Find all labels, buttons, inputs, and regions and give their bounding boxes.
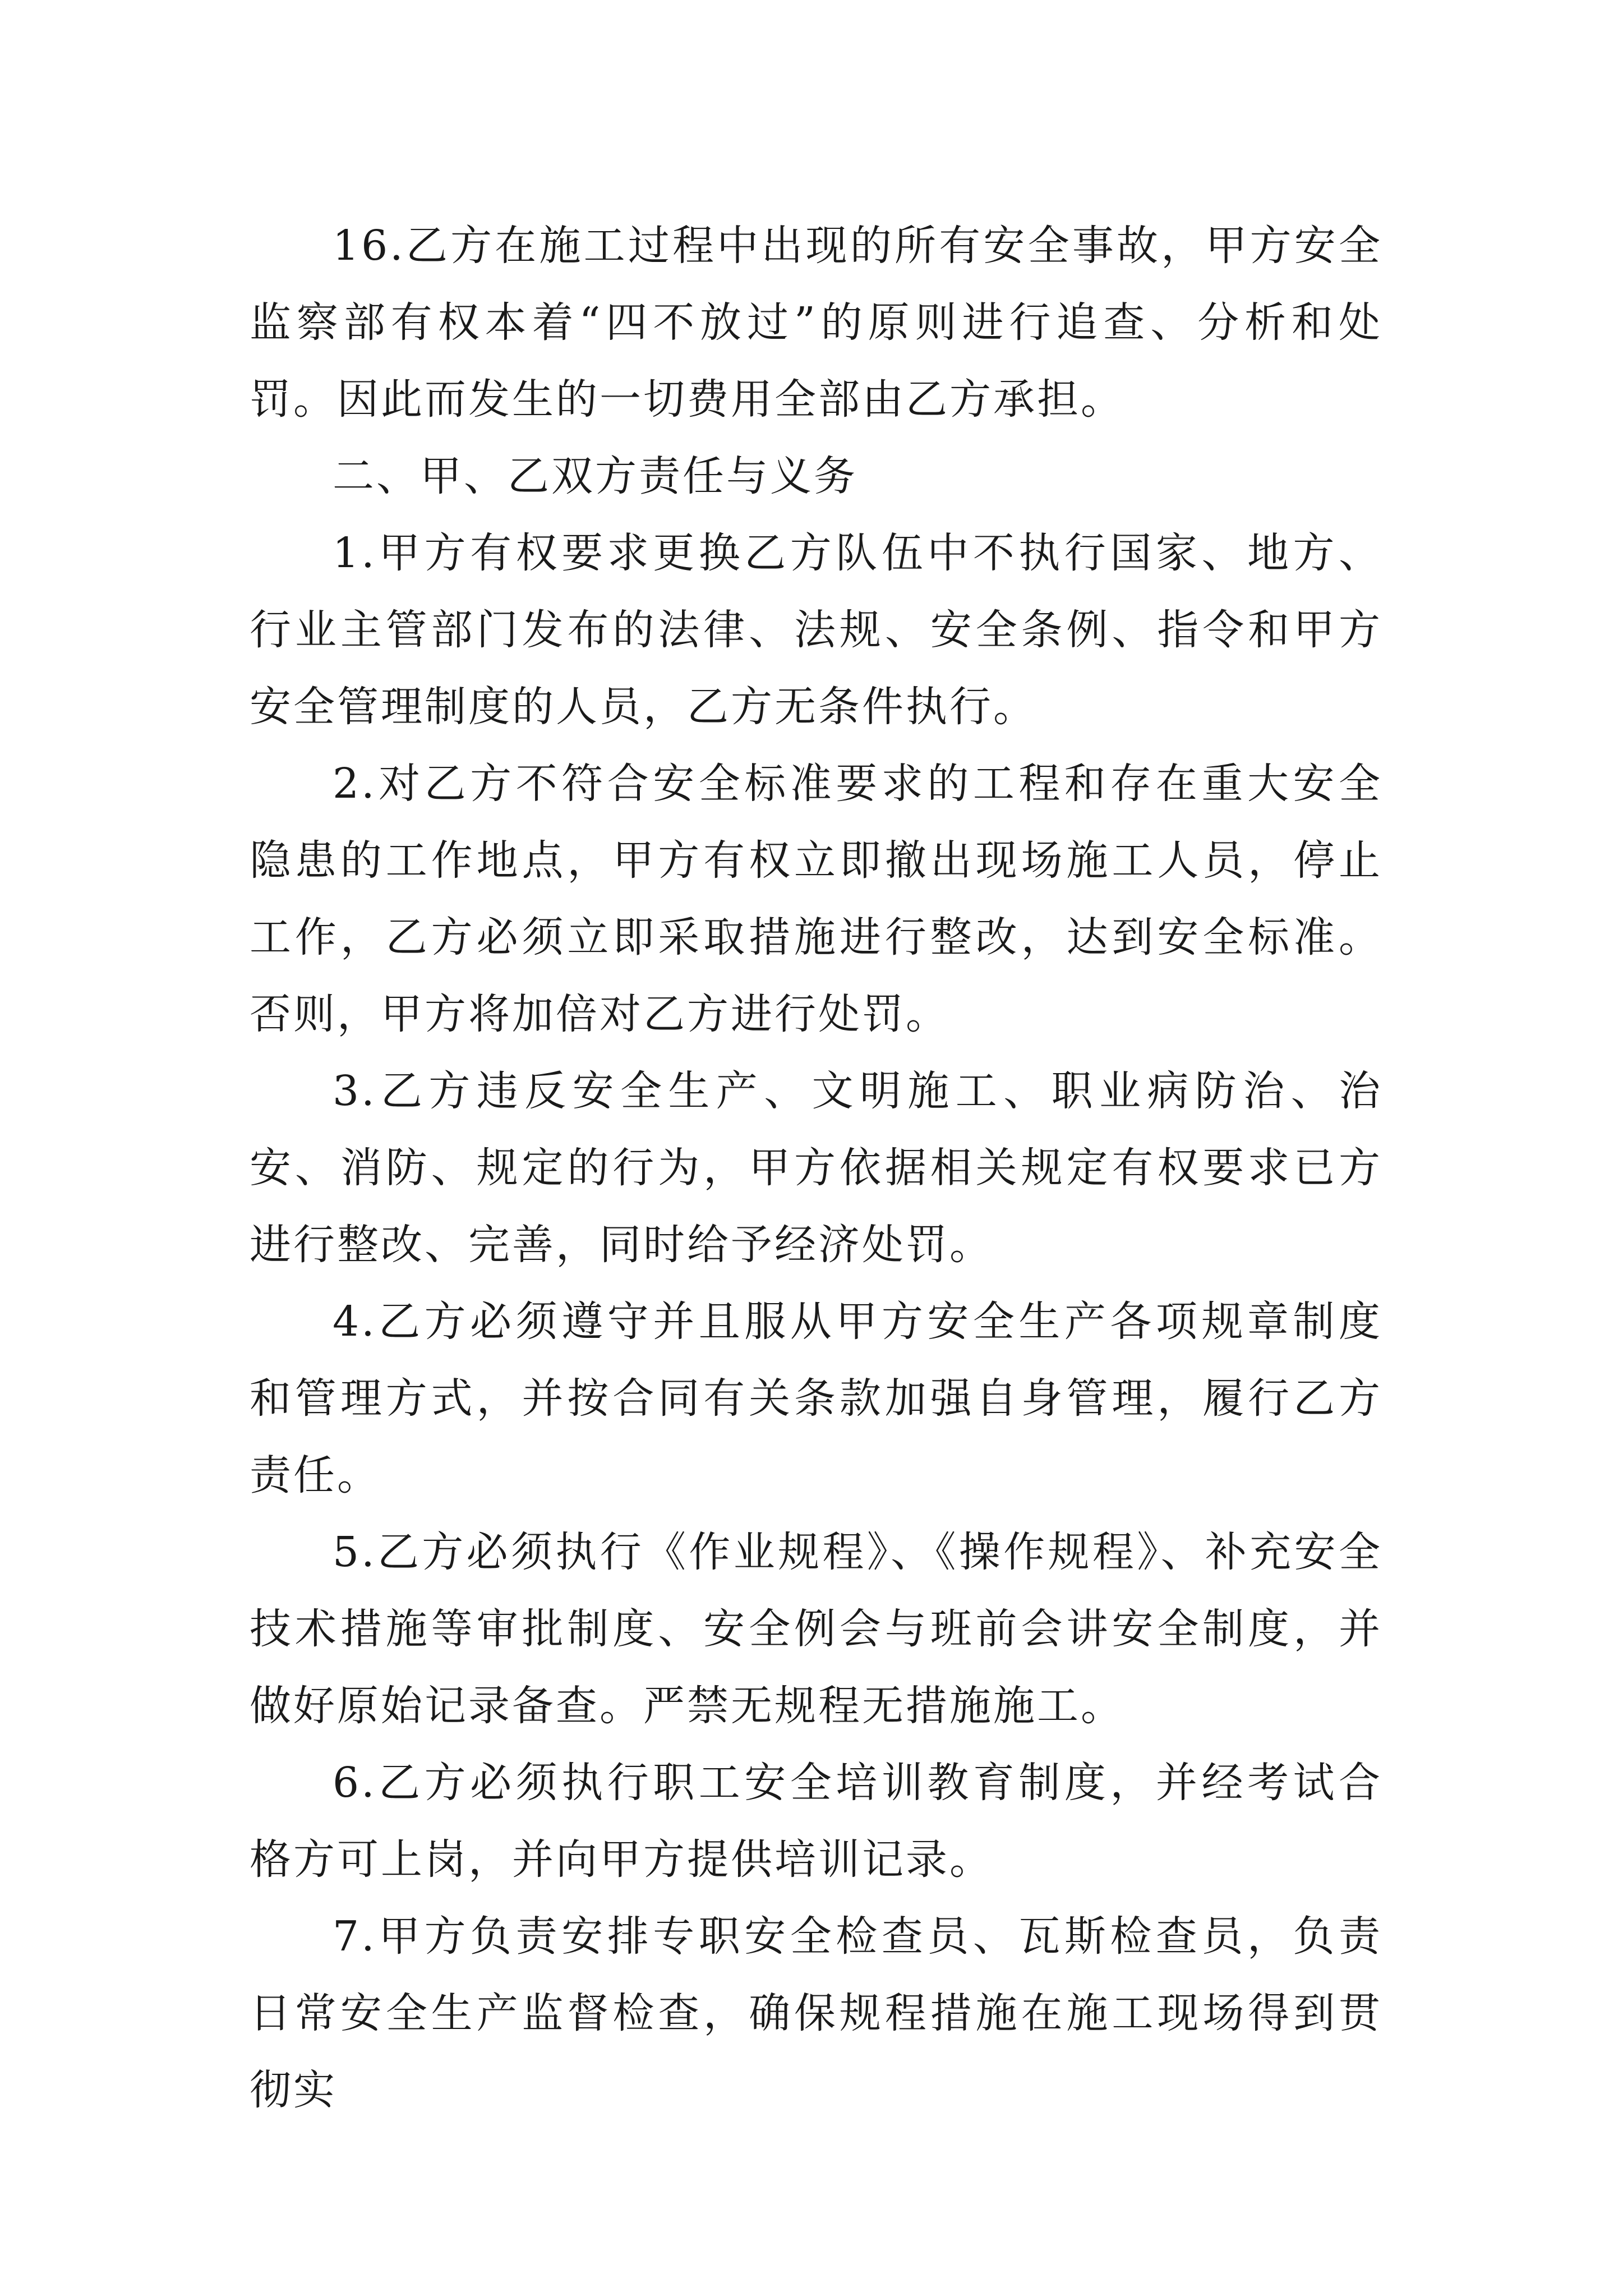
paragraph-clause-16: 16.乙方在施工过程中出现的所有安全事故，甲方安全监察部有权本着“四不放过”的原则进行追查、分析和处罚。因此而发生的一切费用全部由乙方承担。 [250,222,1382,424]
document-body [250,208,1382,2129]
paragraph-clause-1: 1.甲方有权要求更换乙方队伍中不执行国家、地方、行业主管部门发布的法律、法规、安全条例、指令和甲方安全管理制度的人员，乙方无条件执行。 [250,529,1382,731]
section-heading-responsibilities: 二、甲、乙双方责任与义务 [333,452,857,500]
paragraph-clause-3: 3.乙方违反安全生产、文明施工、职业病防治、治安、消防、规定的行为，甲方依据相关规定有权要求已方进行整改、完善，同时给予经济处罚。 [250,1067,1382,1269]
paragraph-clause-4: 4.乙方必须遵守并且服从甲方安全生产各项规章制度和管理方式，并按合同有关条款加强自身管理，履行乙方责任。 [250,1297,1382,1499]
paragraph-clause-2: 2.对乙方不符合安全标准要求的工程和存在重大安全隐患的工作地点，甲方有权立即撤出现场施工人员，停止工作，乙方必须立即采取措施进行整改，达到安全标准。否则，甲方将加倍对乙方进行处罚。 [250,760,1382,1038]
paragraph-clause-6: 6.乙方必须执行职工安全培训教育制度，并经考试合格方可上岗，并向甲方提供培训记录。 [250,1759,1382,1884]
paragraph-clause-7: 7.甲方负责安排专职安全检查员、瓦斯检查员，负责日常安全生产监督检查，确保规程措施在施工现场得到贯彻实 [250,1912,1382,2114]
paragraph-clause-5: 5.乙方必须执行《作业规程》、《操作规程》、补充安全技术措施等审批制度、安全例会与班前会讲安全制度，并做好原始记录备查。严禁无规程无措施施工。 [250,1528,1382,1730]
